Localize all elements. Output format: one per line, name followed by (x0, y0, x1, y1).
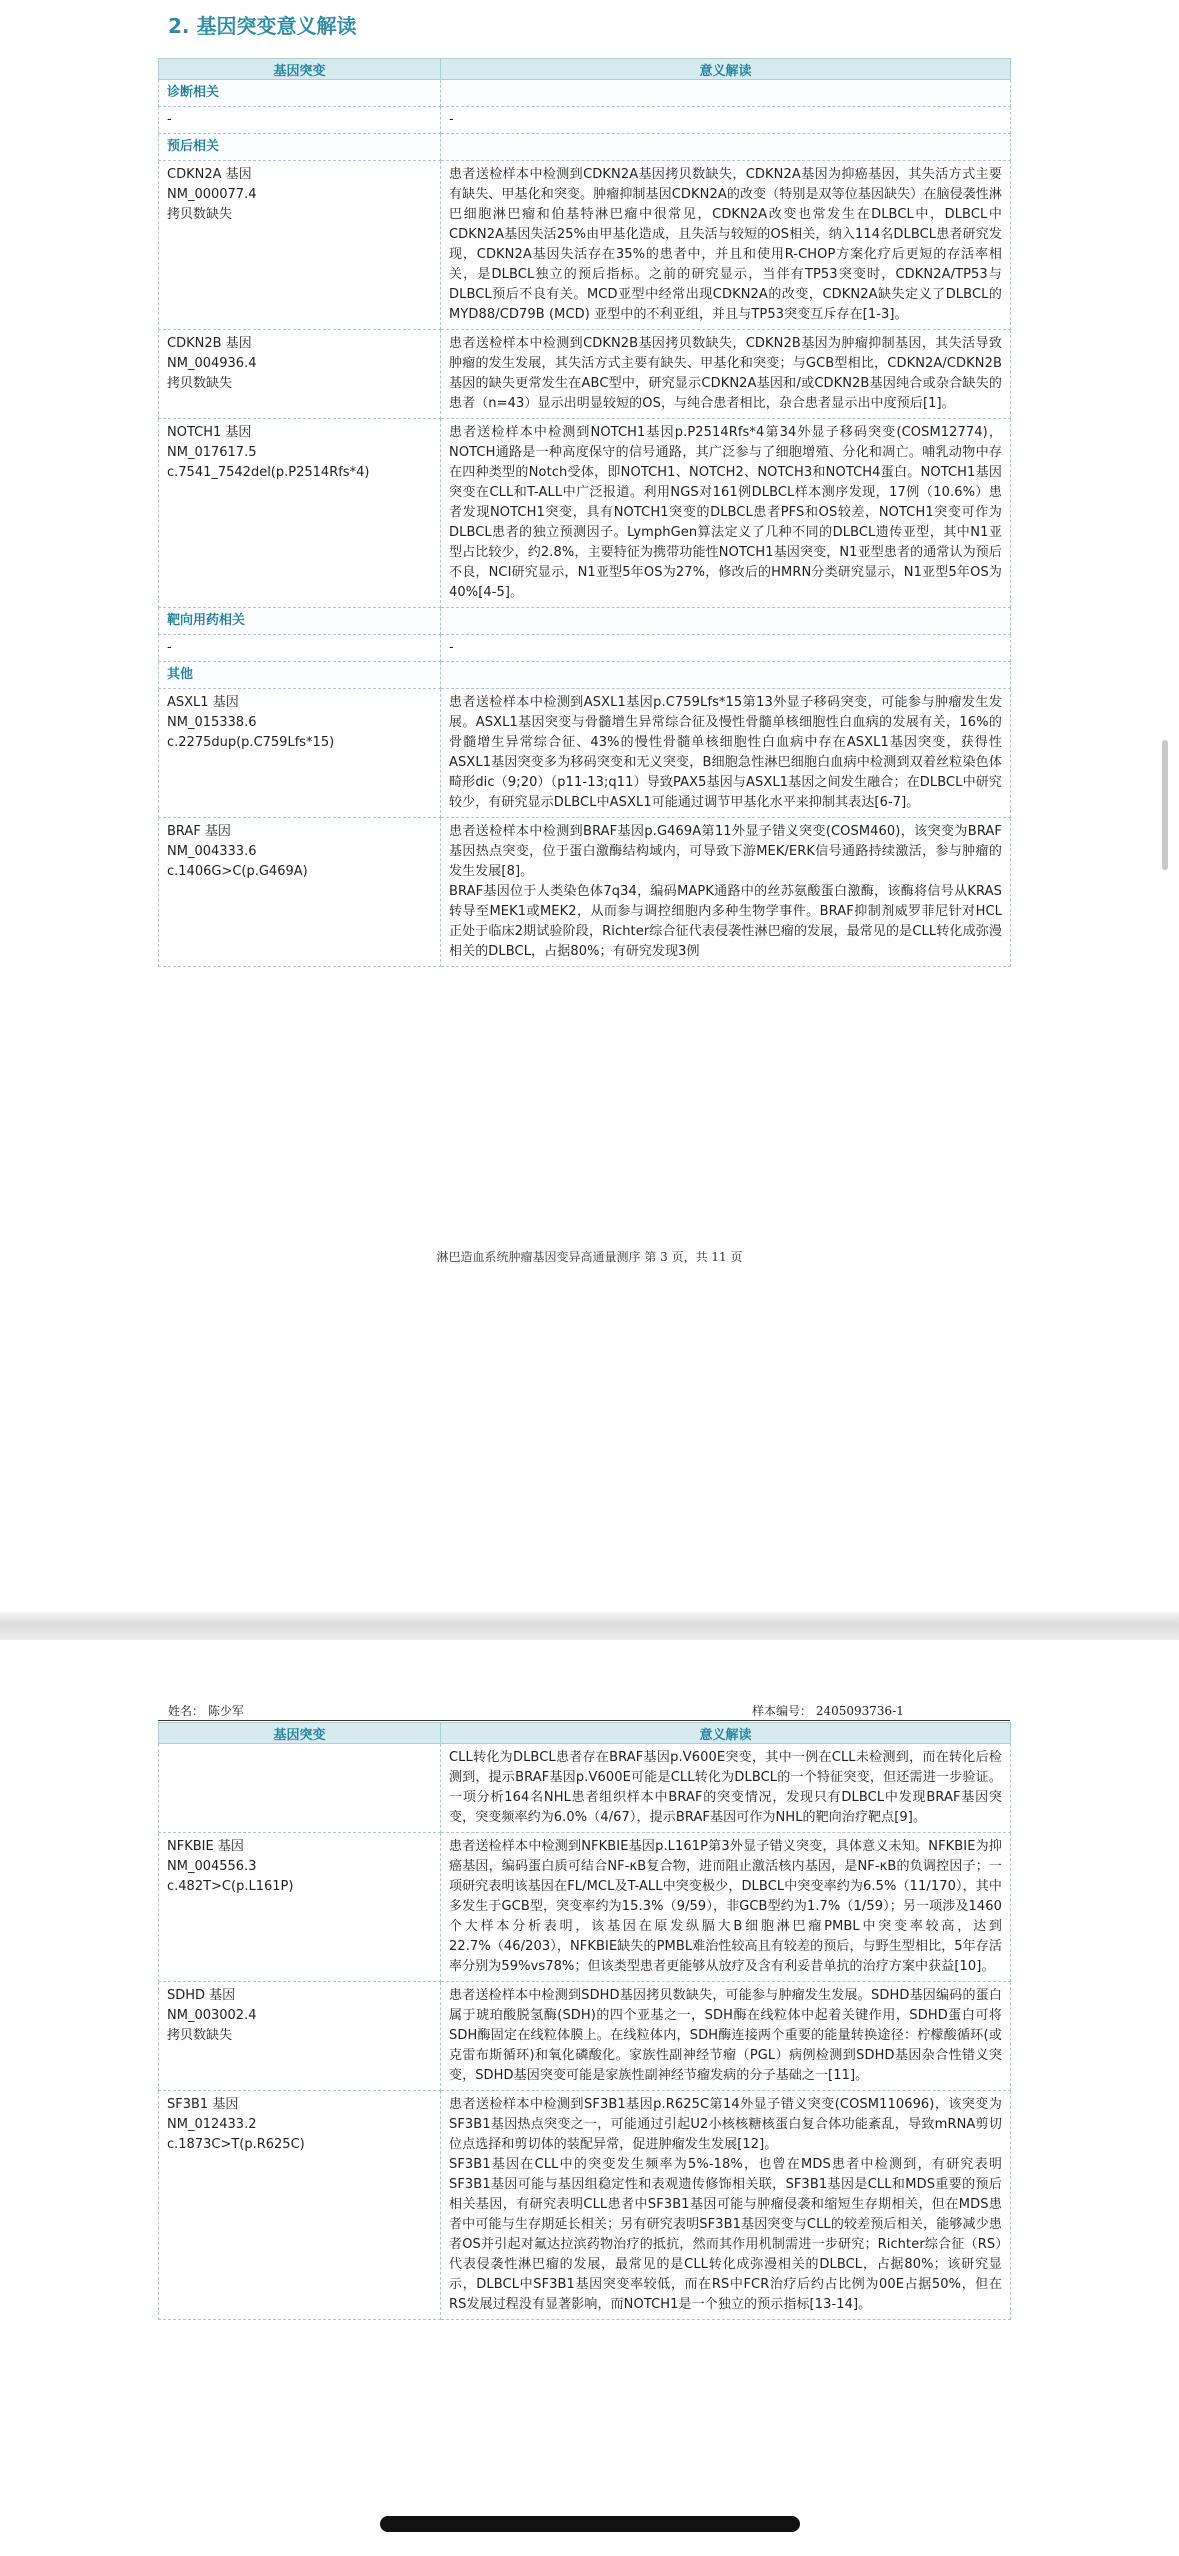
variant: 拷贝数缺失 (167, 2028, 233, 2043)
gene-name: CDKN2B 基因 (167, 336, 252, 351)
page-separator (0, 1612, 1179, 1640)
table-header-row (159, 59, 1011, 80)
paragraph: BRAF基因位于人类染色体7q34，编码MAPK通路中的丝苏氨酸蛋白激酶，该酶将信号从KRAS转导至MEK1或MEK2，从而参与调控细胞内多种生物学事件。BRAF抑制剂威罗菲尼针对HCL正处于临床2期试验阶段，Richter综合征代表侵袭性淋巴瘤的发展，最常见的是CLL转化成弥漫相关的DLBCL，占据80%；有研究发现3例 (449, 884, 1002, 959)
gene-name: CDKN2A 基因 (167, 167, 252, 182)
category-row-prognosis (159, 134, 1011, 161)
patient-name (168, 1702, 244, 1719)
sample-label: 样本编号： (752, 1704, 813, 1718)
transcript-id: NM_004556.3 (167, 1859, 257, 1874)
category-label: 诊断相关 (159, 80, 441, 107)
transcript-id: NM_012433.2 (167, 2117, 257, 2132)
report-page-4 (0, 1640, 1179, 2556)
name-label: 姓名： (168, 1704, 205, 1718)
gene-info (159, 1833, 441, 1982)
transcript-id: NM_004333.6 (167, 844, 257, 859)
table-header-row (159, 1723, 1011, 1744)
gene-info (159, 330, 441, 419)
interpretation-text (441, 2091, 1011, 2320)
gene-name: SDHD 基因 (167, 1988, 236, 2003)
interpretation-text (441, 330, 1011, 419)
gene-name: ASXL1 基因 (167, 695, 239, 710)
paragraph: 患者送检样本中检测到BRAF基因p.G469A第11外显子错义突变(COSM460)，该突变为BRAF基因热点突变，位于蛋白激酶结构域内，可导致下游MEK/ERK信号通路持续激活，参与肿瘤的发生发展[8]。 (449, 824, 1002, 879)
scroll-indicator[interactable] (1162, 740, 1168, 870)
paragraph: 患者送检样本中检测到SDHD基因拷贝数缺失，可能参与肿瘤发生发展。SDHD基因编码的蛋白属于琥珀酸脱氢酶(SDH)的四个亚基之一，SDH酶在线粒体中起着关键作用，SDHD蛋白可将SDH酶固定在线粒体膜上。在线粒体内，SDH酶连接两个重要的能量转换途径：柠檬酸循环(或克雷布斯循环)和氧化磷酸化。家族性副神经节瘤（PGL）病例检测到SDHD基因杂合性错义突变，SDHD基因突变可能是家族性副神经节瘤发病的分子基础之一[11]。 (449, 1988, 1002, 2083)
empty-gene-cell (159, 1744, 441, 1833)
variant: c.1406G>C(p.G469A) (167, 864, 308, 879)
variant: 拷贝数缺失 (167, 207, 233, 222)
page-footer: 淋巴造血系统肿瘤基因变异高通量测序 第 3 页，共 11 页 (436, 1250, 743, 1264)
header-divider (158, 1720, 1010, 1721)
header-interpretation: 意义解读 (441, 59, 1011, 80)
interpretation-text (441, 419, 1011, 608)
category-label: 其他 (159, 662, 441, 689)
table-row-sdhd (159, 1982, 1011, 2091)
variant: c.7541_7542del(p.P2514Rfs*4) (167, 465, 370, 480)
header-interpretation: 意义解读 (441, 1723, 1011, 1744)
gene-name: NFKBIE 基因 (167, 1839, 244, 1854)
empty-cell: - (441, 635, 1011, 662)
gene-info (159, 419, 441, 608)
interpretation-text (441, 689, 1011, 818)
header-gene-mutation: 基因突变 (159, 59, 441, 80)
paragraph: 患者送检样本中检测到ASXL1基因p.C759Lfs*15第13外显子移码突变，可能参与肿瘤发生发展。ASXL1基因突变与骨髓增生异常综合征及慢性骨髓单核细胞性白血病的发展有关，16%的骨髓增生异常综合征、43%的慢性骨髓单核细胞性白血病中存在ASXL1基因突变，获得性ASXL1基因突变多为移码突变和无义突变，B细胞急性淋巴细胞白血病中检测到双着丝粒染色体畸形dic（9;20）（p11-13;q11）导致PAX5基因与ASXL1基因之间发生融合；在DLBCL中研究较少，有研究显示DLBCL中ASXL1可能通过调节甲基化水平来抑制其表达[6-7]。 (449, 695, 1002, 810)
variant: 拷贝数缺失 (167, 376, 233, 391)
sample-value: 2405093736-1 (815, 1704, 904, 1718)
table-row-braf (159, 818, 1011, 967)
transcript-id: NM_004936.4 (167, 356, 257, 371)
empty-cell: - (441, 107, 1011, 134)
gene-info (159, 689, 441, 818)
category-label: 靶向用药相关 (159, 608, 441, 635)
table-row-asxl1 (159, 689, 1011, 818)
header-gene-mutation: 基因突变 (159, 1723, 441, 1744)
gene-name: NOTCH1 基因 (167, 425, 252, 440)
interpretation-text (441, 1833, 1011, 1982)
gene-info (159, 818, 441, 967)
transcript-id: NM_000077.4 (167, 187, 257, 202)
table-row-cdkn2b (159, 330, 1011, 419)
gene-info (159, 1982, 441, 2091)
variant: c.1873C>T(p.R625C) (167, 2137, 305, 2152)
table-row-sf3b1 (159, 2091, 1011, 2320)
table-row (159, 635, 1011, 662)
interpretation-text (441, 161, 1011, 330)
gene-interpretation-table-continued (158, 1722, 1011, 2320)
category-row-other (159, 662, 1011, 689)
paragraph: 患者送检样本中检测到CDKN2B基因拷贝数缺失，CDKN2B基因为肿瘤抑制基因，其失活导致肿瘤的发生发展，其失活方式主要有缺失、甲基化和突变；与GCB型相比，CDKN2A/CDKN2B基因的缺失更常发生在ABC型中，研究显示CDKN2A基因和/或CDKN2B基因纯合或杂合缺失的患者（n=43）显示出明显较短的OS，与纯合患者相比，杂合患者显示出中度预后[1]。 (449, 336, 1002, 411)
paragraph: SF3B1基因在CLL中的突变发生频率为5%-18%，也曾在MDS患者中检测到，有研究表明SF3B1基因可能与基因组稳定性和表观遗传修饰相关联，SF3B1基因是CLL和MDS重要的预后相关基因，有研究表明CLL患者中SF3B1基因可能与肿瘤侵袭和缩短生存期相关，但在MDS患者中可能与生存期延长相关；另有研究表明SF3B1基因突变与CLL的较差预后相关，能够减少患者OS并引起对氟达拉滨药物治疗的抵抗，然而其作用机制需进一步研究；Richter综合征（RS）代表侵袭性淋巴瘤的发展，最常见的是CLL转化成弥漫相关的DLBCL，占据80%；该研究显示，DLBCL中SF3B1基因突变率较低，而在RS中FCR治疗后约占比例为00E占据50%，但在RS发展过程没有显著影响，而NOTCH1是一个独立的预示指标[13-14]。 (449, 2157, 1002, 2312)
table-row-cdkn2a (159, 161, 1011, 330)
category-row-diagnosis (159, 80, 1011, 107)
variant: c.482T>C(p.L161P) (167, 1879, 294, 1894)
name-value: 陈少军 (207, 1704, 244, 1718)
gene-name: BRAF 基因 (167, 824, 231, 839)
paragraph: 患者送检样本中检测到SF3B1基因p.R625C第14外显子错义突变(COSM110696)，该突变为SF3B1基因热点突变之一，可能通过引起U2小核核糖核蛋白复合体功能紊乱，导致mRNA剪切位点选择和剪切体的装配异常，促进肿瘤发生发展[12]。 (449, 2097, 1002, 2152)
gene-info (159, 161, 441, 330)
gene-interpretation-table (158, 58, 1011, 967)
empty-cell: - (159, 107, 441, 134)
section-title: 2. 基因突变意义解读 (168, 14, 357, 38)
sample-number (752, 1702, 904, 1719)
transcript-id: NM_017617.5 (167, 445, 257, 460)
empty-cell: - (159, 635, 441, 662)
gene-name: SF3B1 基因 (167, 2097, 239, 2112)
home-indicator[interactable] (380, 2516, 800, 2532)
table-row (159, 107, 1011, 134)
interpretation-text (441, 818, 1011, 967)
paragraph: 患者送检样本中检测到NOTCH1基因p.P2514Rfs*4第34外显子移码突变(COSM12774)，NOTCH通路是一种高度保守的信号通路，其广泛参与了细胞增殖、分化和凋亡。哺乳动物中存在四种类型的Notch受体，即NOTCH1、NOTCH2、NOTCH3和NOTCH4蛋白。NOTCH1基因突变在CLL和T-ALL中广泛报道。利用NGS对161例DLBCL样本测序发现，17例（10.6%）患者发现NOTCH1突变，具有NOTCH1突变的DLBCL患者PFS和OS较差，NOTCH1突变可作为DLBCL患者的独立预测因子。LymphGen算法定义了几种不同的DLBCL遗传亚型，其中N1亚型占比较少，约2.8%，主要特征为携带功能性NOTCH1基因突变，N1亚型患者的通常认为预后不良，NCI研究显示，N1亚型5年OS为27%，修改后的HMRN分类研究显示，N1亚型5年OS为40%[4-5]。 (449, 425, 1002, 600)
interpretation-text (441, 1982, 1011, 2091)
table-row-nfkbie (159, 1833, 1011, 1982)
table-row-braf-continued (159, 1744, 1011, 1833)
table-row-notch1 (159, 419, 1011, 608)
gene-info (159, 2091, 441, 2320)
category-label: 预后相关 (159, 134, 441, 161)
paragraph: 患者送检样本中检测到CDKN2A基因拷贝数缺失，CDKN2A基因为抑癌基因，其失活方式主要有缺失、甲基化和突变。肿瘤抑制基因CDKN2A的改变（特别是双等位基因缺失）在脑侵袭性淋巴细胞淋巴瘤和伯基特淋巴瘤中很常见，CDKN2A改变也常发生在DLBCL中，DLBCL中CDKN2A基因失活25%由甲基化造成，且失活与较短的OS相关，纳入114名DLBCL患者研究发现，CDKN2A基因失活存在35%的患者中，并且和使用R-CHOP方案化疗后更短的存活率相关，是DLBCL独立的预后指标。之前的研究显示，当伴有TP53突变时，CDKN2A/TP53与DLBCL预后不良有关。MCD亚型中经常出现CDKN2A的改变，CDKN2A缺失定义了DLBCL的MYD88/CD79B (MCD) 亚型中的不利亚组，并且与TP53突变互斥存在[1-3]。 (449, 167, 1002, 322)
paragraph: 患者送检样本中检测到NFKBIE基因p.L161P第3外显子错义突变，具体意义未知。NFKBIE为抑癌基因，编码蛋白质可结合NF-κB复合物，进而阻止激活核内基因，是NF-κB的负调控因子；一项研究表明该基因在FL/MCL及T-ALL中突变极少，DLBCL中突变率约为6.5%（11/170），其中多发生于GCB型，突变率约为15.3%（9/59），非GCB型约为1.7%（1/59）；另一项涉及1460个大样本分析表明，该基因在原发纵膈大B细胞淋巴瘤PMBL中突变率较高，达到22.7%（46/203），NFKBIE缺失的PMBL难治性较高且有较差的预后，与野生型相比，5年存活率分别为59%vs78%；但该类型患者更能够从放疗及含有利妥昔单抗的治疗方案中获益[10]。 (449, 1839, 1002, 1974)
variant: c.2275dup(p.C759Lfs*15) (167, 735, 335, 750)
category-row-targeted (159, 608, 1011, 635)
transcript-id: NM_003002.4 (167, 2008, 257, 2023)
interpretation-text (441, 1744, 1011, 1833)
transcript-id: NM_015338.6 (167, 715, 257, 730)
paragraph: CLL转化为DLBCL患者存在BRAF基因p.V600E突变，其中一例在CLL未检测到，而在转化后检测到，提示BRAF基因p.V600E可能是CLL转化为DLBCL的一个特征突变，但还需进一步验证。一项分析164名NHL患者组织样本中BRAF的突变情况，发现只有DLBCL中发现BRAF基因突变，突变频率约为6.0%（4/67），提示BRAF基因可作为NHL的靶向治疗靶点[9]。 (449, 1750, 1002, 1825)
